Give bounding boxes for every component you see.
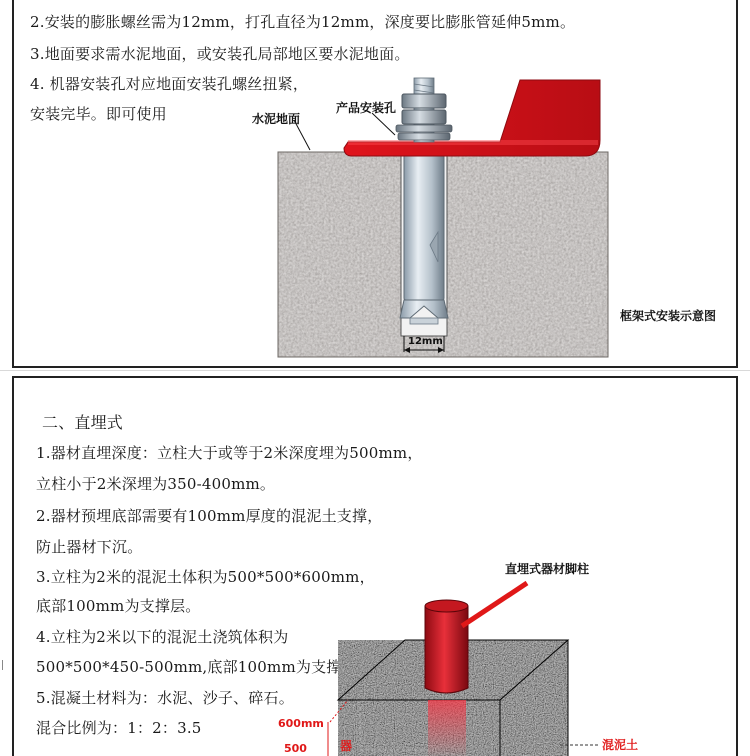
direct-burial-line-3: 3.立柱为2米的混泥土体积为500*500*600mm， bbox=[36, 568, 375, 586]
instruction-line-4: 4. 机器安装孔对应地面安装孔螺丝扭紧， bbox=[30, 75, 309, 93]
direct-burial-line-4b: 500*500*450-500mm,底部100mm为支撑层。 bbox=[36, 658, 372, 676]
hole-size-label: 12mm bbox=[408, 336, 443, 347]
direct-burial-line-1: 1.器材直埋深度：立柱大于或等于2米深度埋为500mm， bbox=[36, 444, 423, 462]
cement-ground-label: 水泥地面 bbox=[252, 112, 301, 126]
concrete-block-front bbox=[338, 700, 500, 756]
instruction-line-3: 3.地面要求需水泥地面，或安装孔局部地区要水泥地面。 bbox=[30, 45, 410, 63]
post-label: 直埋式器材脚柱 bbox=[505, 562, 590, 576]
direct-burial-line-5b: 混合比例为：1：2：3.5 bbox=[36, 719, 202, 737]
post-leader bbox=[462, 583, 527, 626]
product-hole-label: 产品安装孔 bbox=[336, 101, 397, 115]
instruction-line-2: 2.安装的膨胀螺丝需为12mm，打孔直径为12mm，深度要比膨胀管延伸5mm。 bbox=[30, 13, 576, 31]
width-500-label: 500 bbox=[284, 742, 307, 755]
direct-burial-line-2: 2.器材预埋底部需要有100mm厚度的混泥土支撑， bbox=[36, 507, 383, 525]
instruction-line-4-cont: 安装完毕。即可使用 bbox=[30, 105, 167, 123]
qi-label: 器 bbox=[340, 739, 353, 753]
depth-600-label: 600mm bbox=[278, 717, 324, 730]
direct-burial-line-4: 4.立柱为2米以下的混泥土浇筑体积为 bbox=[36, 628, 289, 646]
direct-burial-line-5: 5.混凝土材料为：水泥、沙子、碎石。 bbox=[36, 689, 294, 707]
frame-diagram-caption: 框架式安装示意图 bbox=[620, 309, 717, 323]
direct-burial-line-1b: 立柱小于2米深埋为350-400mm。 bbox=[36, 475, 276, 493]
concrete-label: 混泥土 bbox=[602, 738, 639, 752]
direct-burial-line-2b: 防止器材下沉。 bbox=[36, 538, 143, 556]
buried-post bbox=[425, 606, 468, 693]
section-title: 二、直埋式 bbox=[42, 413, 124, 432]
direct-burial-line-3b: 底部100mm为支撑层。 bbox=[36, 597, 201, 615]
